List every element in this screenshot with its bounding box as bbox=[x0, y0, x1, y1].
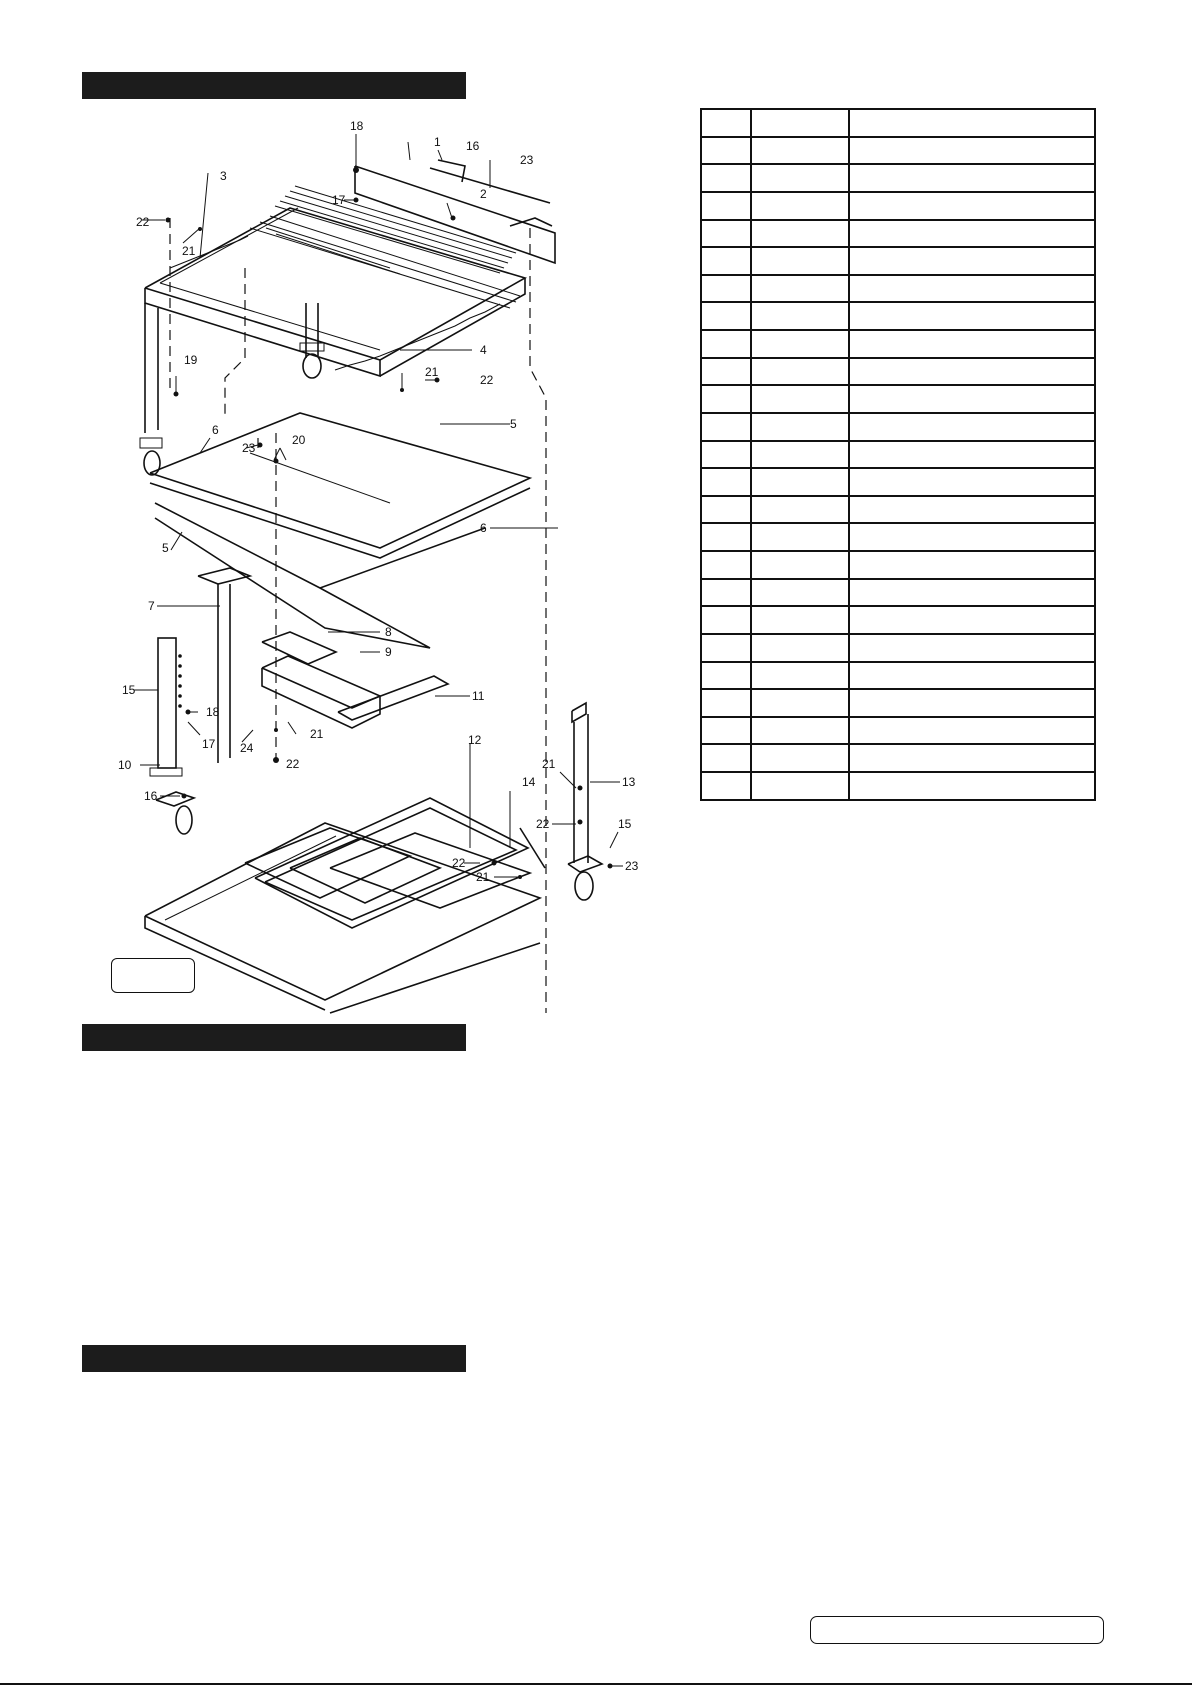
parts-table-cell bbox=[849, 606, 1095, 634]
callout-10: 10 bbox=[118, 758, 132, 772]
parts-table-cell bbox=[701, 689, 751, 717]
center-column bbox=[198, 568, 250, 763]
callout-23: 23 bbox=[625, 859, 639, 873]
parts-table-cell bbox=[701, 496, 751, 524]
parts-table-cell bbox=[849, 772, 1095, 800]
callout-2: 2 bbox=[480, 187, 487, 201]
lower-shelf bbox=[155, 503, 485, 648]
parts-table-row bbox=[701, 634, 1095, 662]
parts-table-cell bbox=[849, 192, 1095, 220]
parts-table-cell bbox=[849, 275, 1095, 303]
parts-table-row bbox=[701, 744, 1095, 772]
parts-table-cell bbox=[849, 413, 1095, 441]
callout-13: 13 bbox=[622, 775, 636, 789]
parts-table-row bbox=[701, 385, 1095, 413]
parts-table-cell bbox=[849, 744, 1095, 772]
drawer-bracket bbox=[262, 632, 336, 664]
callout-21: 21 bbox=[542, 757, 556, 771]
parts-table-cell bbox=[849, 662, 1095, 690]
parts-table-header-cell bbox=[751, 109, 849, 137]
callout-21: 21 bbox=[476, 870, 490, 884]
callout-22: 22 bbox=[136, 215, 150, 229]
parts-table-row bbox=[701, 662, 1095, 690]
callout-22: 22 bbox=[480, 373, 494, 387]
parts-table-cell bbox=[849, 689, 1095, 717]
parts-table-cell bbox=[849, 164, 1095, 192]
callout-9: 9 bbox=[385, 645, 392, 659]
drawer bbox=[262, 656, 380, 728]
page-number-box bbox=[810, 1616, 1104, 1644]
base-frame bbox=[145, 798, 545, 1013]
parts-table-cell bbox=[701, 164, 751, 192]
callout-5: 5 bbox=[510, 417, 517, 431]
parts-table-cell bbox=[701, 413, 751, 441]
parts-table-cell bbox=[751, 772, 849, 800]
adjustable-leg bbox=[150, 638, 182, 776]
parts-table-cell bbox=[849, 634, 1095, 662]
parts-table-header-row bbox=[701, 109, 1095, 137]
parts-table-cell bbox=[701, 385, 751, 413]
parts-table-cell bbox=[849, 441, 1095, 469]
parts-table-cell bbox=[701, 220, 751, 248]
parts-table-cell bbox=[701, 772, 751, 800]
parts-table-cell bbox=[849, 358, 1095, 386]
parts-table-cell bbox=[751, 551, 849, 579]
parts-table-cell bbox=[751, 220, 849, 248]
parts-table-cell bbox=[751, 634, 849, 662]
parts-table-cell bbox=[751, 717, 849, 745]
parts-table-cell bbox=[751, 247, 849, 275]
exploded-assembly-diagram bbox=[90, 108, 690, 1014]
callout-21: 21 bbox=[182, 244, 196, 258]
drawer-rail bbox=[338, 676, 448, 720]
parts-table-row bbox=[701, 496, 1095, 524]
callout-1: 1 bbox=[434, 135, 441, 149]
parts-table-cell bbox=[849, 330, 1095, 358]
callout-16: 16 bbox=[144, 789, 158, 803]
parts-table-header-cell bbox=[849, 109, 1095, 137]
parts-table-cell bbox=[849, 468, 1095, 496]
callout-4: 4 bbox=[480, 343, 487, 357]
parts-table-row bbox=[701, 441, 1095, 469]
parts-table-cell bbox=[701, 551, 751, 579]
parts-table-cell bbox=[751, 330, 849, 358]
callout-23: 23 bbox=[242, 441, 256, 455]
parts-table-cell bbox=[701, 441, 751, 469]
callout-17: 17 bbox=[202, 737, 216, 751]
parts-table-row bbox=[701, 220, 1095, 248]
parts-table-cell bbox=[849, 137, 1095, 165]
parts-table-row bbox=[701, 523, 1095, 551]
caster bbox=[156, 792, 194, 834]
parts-table-cell bbox=[701, 330, 751, 358]
parts-table-cell bbox=[751, 358, 849, 386]
parts-table-cell bbox=[701, 302, 751, 330]
diagram-label-box bbox=[111, 958, 195, 993]
callout-18: 18 bbox=[206, 705, 220, 719]
parts-table-header-cell bbox=[701, 109, 751, 137]
parts-table-cell bbox=[701, 137, 751, 165]
parts-table-cell bbox=[849, 579, 1095, 607]
parts-table-cell bbox=[751, 662, 849, 690]
parts-table-row bbox=[701, 551, 1095, 579]
parts-table-cell bbox=[701, 662, 751, 690]
parts-table-row bbox=[701, 772, 1095, 800]
assembly-guide-lines bbox=[170, 218, 546, 1013]
callout-7: 7 bbox=[148, 599, 155, 613]
callout-22: 22 bbox=[286, 757, 300, 771]
callout-16: 16 bbox=[466, 139, 480, 153]
parts-table-row bbox=[701, 137, 1095, 165]
parts-table-row bbox=[701, 275, 1095, 303]
parts-table-cell bbox=[751, 496, 849, 524]
callout-23: 23 bbox=[520, 153, 534, 167]
parts-table-cell bbox=[701, 634, 751, 662]
parts-table-cell bbox=[751, 413, 849, 441]
rear-leg-caster bbox=[300, 303, 324, 378]
callout-6: 6 bbox=[480, 521, 487, 535]
parts-list-table bbox=[700, 108, 1096, 801]
parts-table-cell bbox=[701, 275, 751, 303]
parts-table-cell bbox=[701, 606, 751, 634]
callout-6: 6 bbox=[212, 423, 219, 437]
parts-table-cell bbox=[751, 523, 849, 551]
callout-17: 17 bbox=[332, 193, 346, 207]
callout-12: 12 bbox=[468, 733, 482, 747]
parts-table-cell bbox=[849, 220, 1095, 248]
parts-table-cell bbox=[701, 358, 751, 386]
parts-table-cell bbox=[701, 579, 751, 607]
callout-15: 15 bbox=[618, 817, 632, 831]
parts-table-cell bbox=[751, 579, 849, 607]
parts-table-cell bbox=[751, 744, 849, 772]
callout-11: 11 bbox=[472, 689, 485, 703]
parts-table-cell bbox=[751, 689, 849, 717]
parts-table-cell bbox=[701, 717, 751, 745]
callout-15: 15 bbox=[122, 683, 136, 697]
front-left-leg bbox=[140, 303, 162, 475]
parts-table-row bbox=[701, 358, 1095, 386]
parts-table-cell bbox=[849, 385, 1095, 413]
parts-table-row bbox=[701, 330, 1095, 358]
section-heading-bar bbox=[82, 1024, 466, 1051]
parts-table-cell bbox=[849, 302, 1095, 330]
parts-table-row bbox=[701, 689, 1095, 717]
callout-19: 19 bbox=[184, 353, 198, 367]
parts-table-row bbox=[701, 302, 1095, 330]
callout-22: 22 bbox=[536, 817, 550, 831]
parts-table-row bbox=[701, 192, 1095, 220]
parts-table-body bbox=[701, 109, 1095, 800]
parts-table-cell bbox=[849, 247, 1095, 275]
parts-table-cell bbox=[751, 275, 849, 303]
section-heading-bar bbox=[82, 1345, 466, 1372]
callout-22: 22 bbox=[452, 856, 466, 870]
parts-table-cell bbox=[849, 496, 1095, 524]
callout-20: 20 bbox=[292, 433, 306, 447]
parts-table-cell bbox=[751, 385, 849, 413]
parts-table-row bbox=[701, 579, 1095, 607]
callout-8: 8 bbox=[385, 625, 392, 639]
right-leg bbox=[568, 703, 602, 900]
parts-table-row bbox=[701, 606, 1095, 634]
parts-table-cell bbox=[751, 164, 849, 192]
parts-table-cell bbox=[701, 523, 751, 551]
parts-table-cell bbox=[849, 717, 1095, 745]
callout-21: 21 bbox=[310, 727, 324, 741]
parts-table-cell bbox=[751, 468, 849, 496]
callout-24: 24 bbox=[240, 741, 254, 755]
callout-3: 3 bbox=[220, 169, 227, 183]
parts-table-row bbox=[701, 468, 1095, 496]
callout-18: 18 bbox=[350, 119, 364, 133]
parts-table-cell bbox=[751, 302, 849, 330]
callout-14: 14 bbox=[522, 775, 536, 789]
parts-table-row bbox=[701, 247, 1095, 275]
parts-table-cell bbox=[751, 441, 849, 469]
parts-table-row bbox=[701, 717, 1095, 745]
parts-table-cell bbox=[751, 137, 849, 165]
parts-table-row bbox=[701, 413, 1095, 441]
parts-table-cell bbox=[849, 551, 1095, 579]
parts-table-row bbox=[701, 164, 1095, 192]
parts-table-cell bbox=[751, 192, 849, 220]
section-heading-bar bbox=[82, 72, 466, 99]
parts-table-cell bbox=[701, 744, 751, 772]
callout-5: 5 bbox=[162, 541, 169, 555]
parts-table-cell bbox=[701, 247, 751, 275]
middle-shelf bbox=[150, 413, 530, 558]
parts-table-cell bbox=[751, 606, 849, 634]
parts-table-cell bbox=[849, 523, 1095, 551]
parts-table-cell bbox=[701, 468, 751, 496]
callout-21: 21 bbox=[425, 365, 439, 379]
parts-table-cell bbox=[701, 192, 751, 220]
